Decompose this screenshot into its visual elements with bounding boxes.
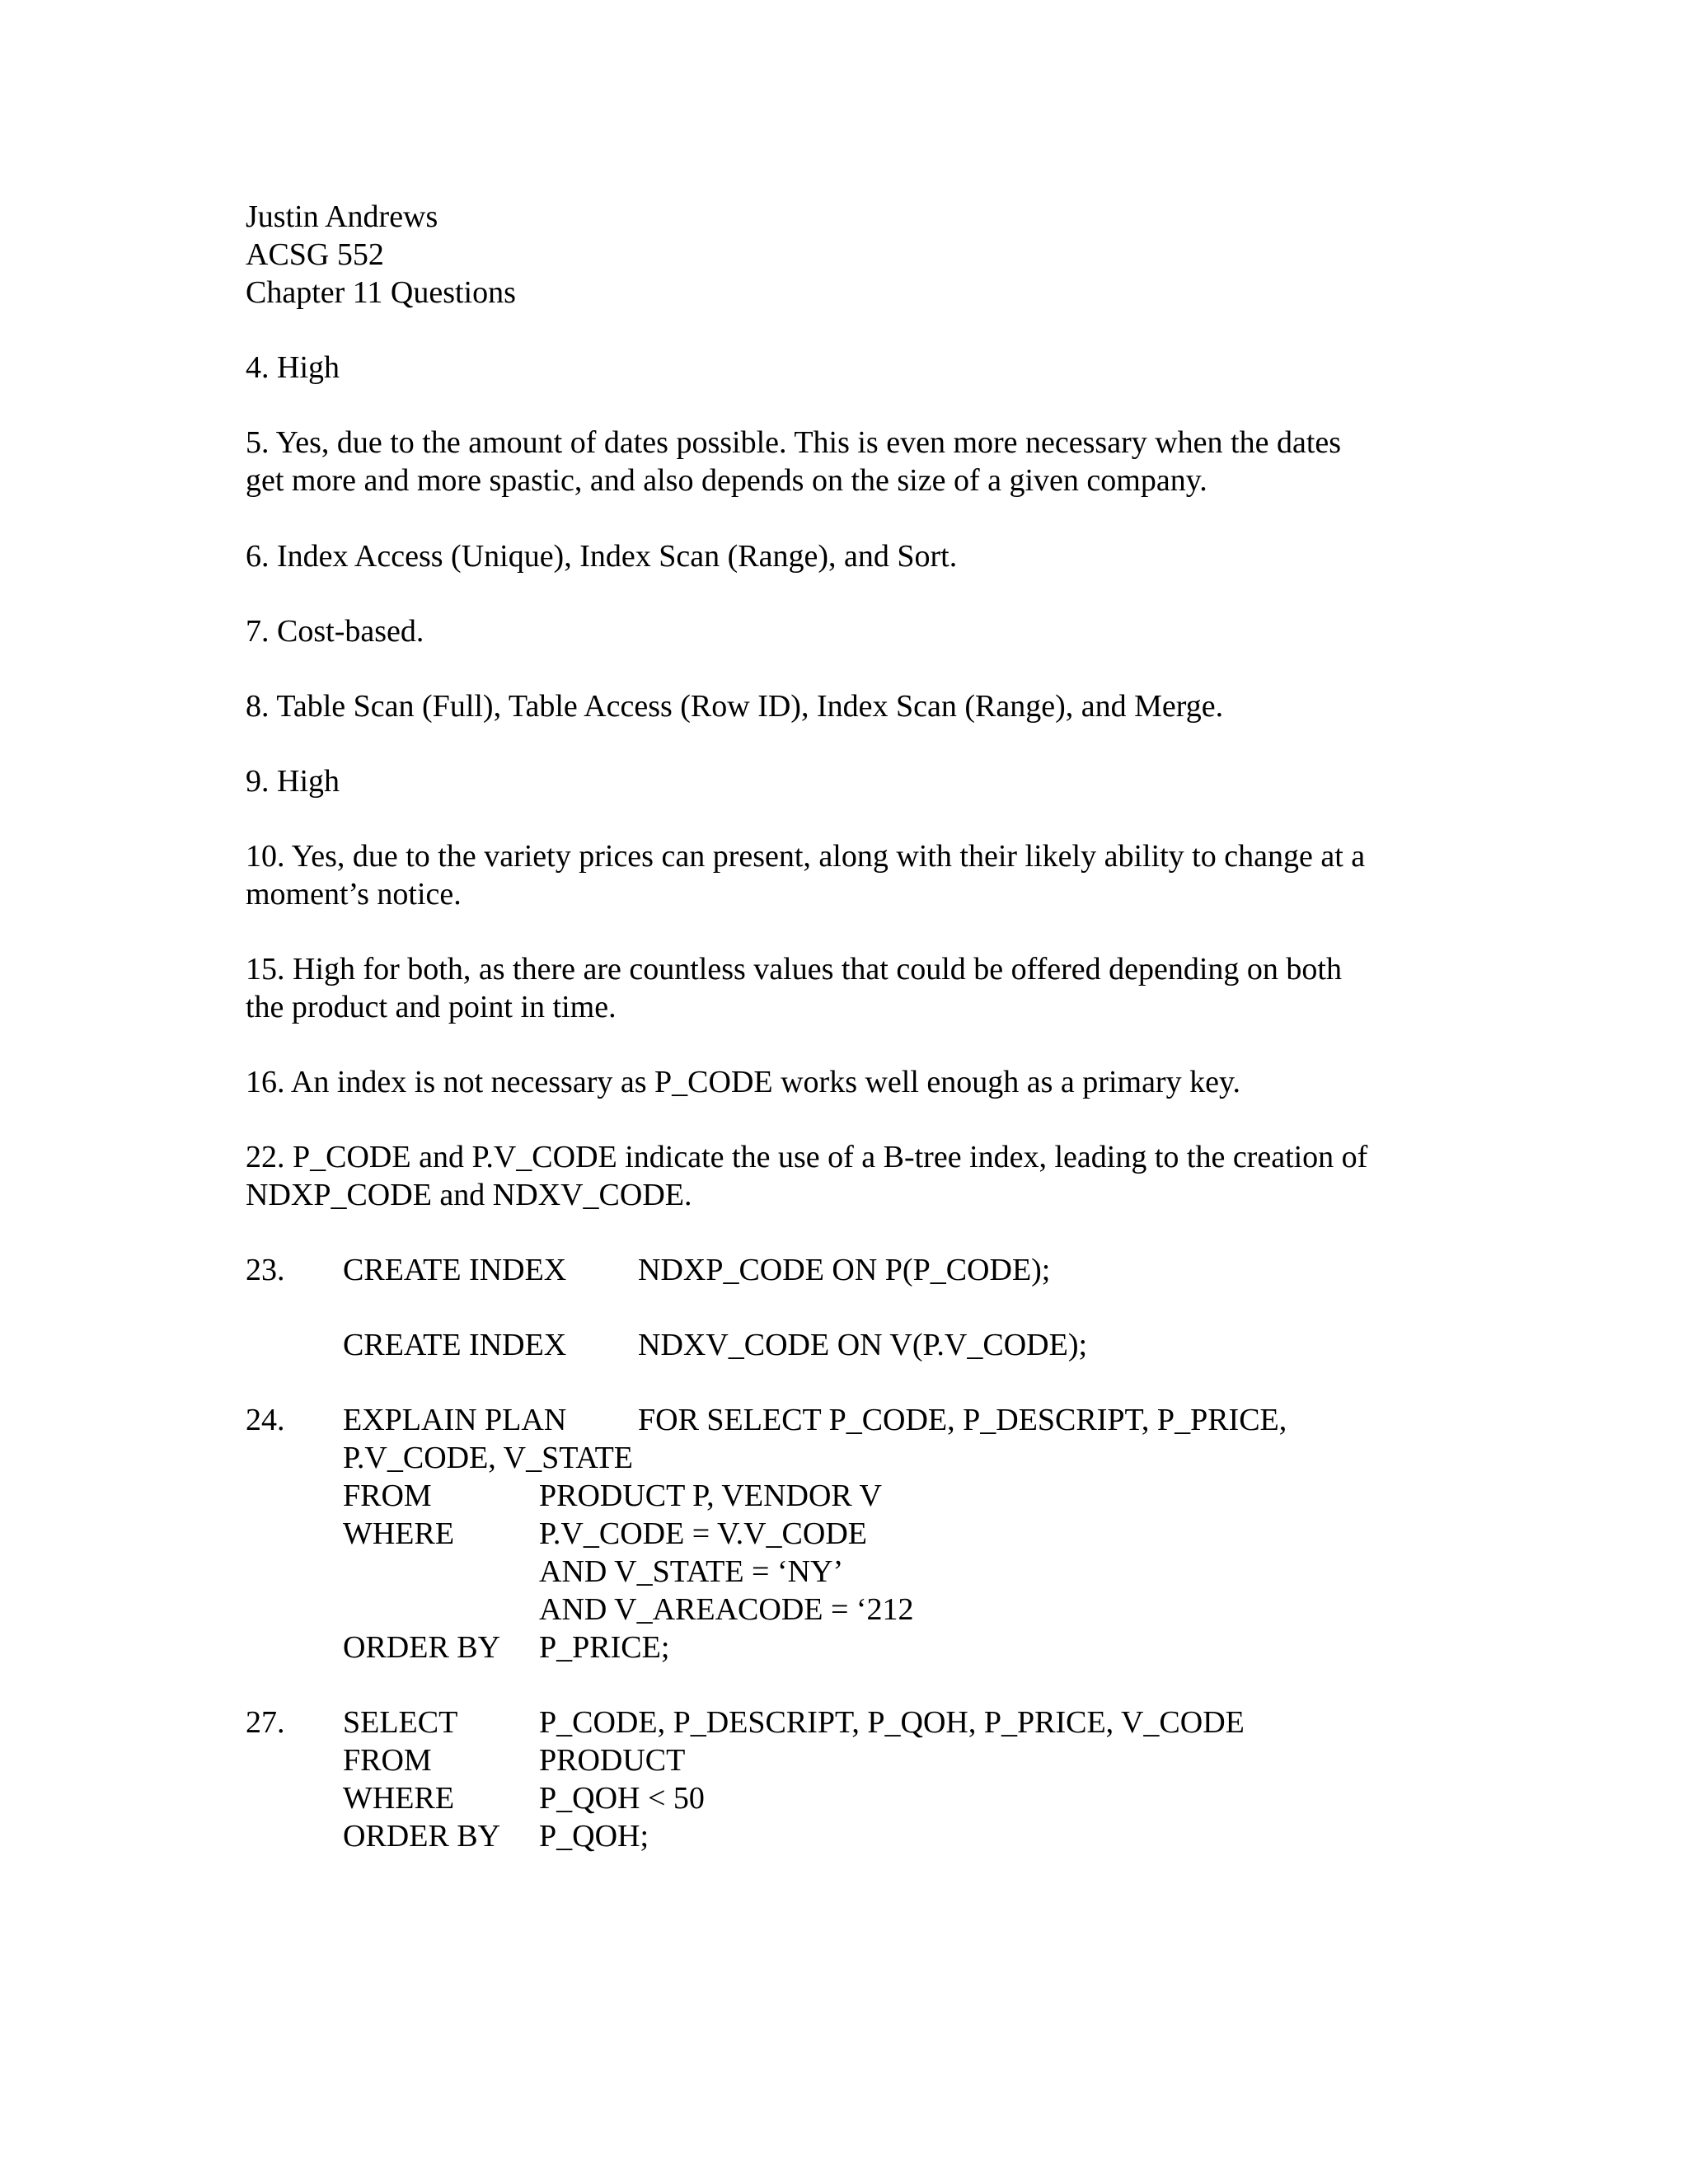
- answer-4: 4. High: [246, 350, 340, 385]
- answer-5-line-1: 5. Yes, due to the amount of dates possible. This is even more necessary when the dates: [246, 425, 1342, 460]
- answer-22-line-2: NDXP_CODE and NDXV_CODE.: [246, 1178, 692, 1212]
- question-27-number: 27.: [246, 1705, 285, 1740]
- q24-explain-continuation: P.V_CODE, V_STATE: [343, 1441, 634, 1475]
- answer-6: 6. Index Access (Unique), Index Scan (Range), and Sort.: [246, 539, 958, 574]
- q27-where-keyword: WHERE: [343, 1781, 455, 1816]
- q23-stmt1-rest: NDXP_CODE ON P(P_CODE);: [638, 1253, 1051, 1287]
- q24-explain-keyword: EXPLAIN PLAN: [343, 1403, 567, 1437]
- q27-from-keyword: FROM: [343, 1743, 432, 1778]
- author-name: Justin Andrews: [246, 199, 438, 234]
- q24-and-state: AND V_STATE = ‘NY’: [539, 1554, 844, 1589]
- assignment-title: Chapter 11 Questions: [246, 275, 516, 310]
- answer-10-line-2: moment’s notice.: [246, 877, 462, 912]
- answer-5-line-2: get more and more spastic, and also depends on the size of a given company.: [246, 463, 1207, 498]
- answer-16: 16. An index is not necessary as P_CODE works well enough as a primary key.: [246, 1065, 1240, 1099]
- answer-15-line-1: 15. High for both, as there are countless values that could be offered depending on both: [246, 952, 1342, 987]
- q23-stmt2-rest: NDXV_CODE ON V(P.V_CODE);: [638, 1328, 1088, 1362]
- q24-orderby-value: P_PRICE;: [539, 1630, 670, 1665]
- question-24-number: 24.: [246, 1403, 285, 1437]
- question-23-number: 23.: [246, 1253, 285, 1287]
- q24-from-value: PRODUCT P, VENDOR V: [539, 1479, 882, 1513]
- q24-where-value: P.V_CODE = V.V_CODE: [539, 1516, 867, 1551]
- q27-orderby-value: P_QOH;: [539, 1819, 649, 1854]
- course-code: ACSG 552: [246, 237, 384, 272]
- q23-stmt1-keyword: CREATE INDEX: [343, 1253, 567, 1287]
- q27-select-value: P_CODE, P_DESCRIPT, P_QOH, P_PRICE, V_CODE: [539, 1705, 1245, 1740]
- answer-22-line-1: 22. P_CODE and P.V_CODE indicate the use of a B-tree index, leading to the creation of: [246, 1140, 1368, 1174]
- q27-orderby-keyword: ORDER BY: [343, 1819, 501, 1854]
- answer-8: 8. Table Scan (Full), Table Access (Row ID), Index Scan (Range), and Merge.: [246, 689, 1224, 724]
- q23-stmt2-keyword: CREATE INDEX: [343, 1328, 567, 1362]
- q27-where-value: P_QOH < 50: [539, 1781, 705, 1816]
- q27-select-keyword: SELECT: [343, 1705, 458, 1740]
- q24-orderby-keyword: ORDER BY: [343, 1630, 501, 1665]
- q24-and-areacode: AND V_AREACODE = ‘212: [539, 1592, 914, 1627]
- answer-9: 9. High: [246, 764, 340, 799]
- q27-from-value: PRODUCT: [539, 1743, 686, 1778]
- q24-from-keyword: FROM: [343, 1479, 432, 1513]
- answer-10-line-1: 10. Yes, due to the variety prices can present, along with their likely ability to change at a: [246, 839, 1366, 874]
- answer-7: 7. Cost-based.: [246, 614, 424, 649]
- q24-where-keyword: WHERE: [343, 1516, 455, 1551]
- q24-explain-rest: FOR SELECT P_CODE, P_DESCRIPT, P_PRICE,: [638, 1403, 1287, 1437]
- answer-15-line-2: the product and point in time.: [246, 990, 617, 1024]
